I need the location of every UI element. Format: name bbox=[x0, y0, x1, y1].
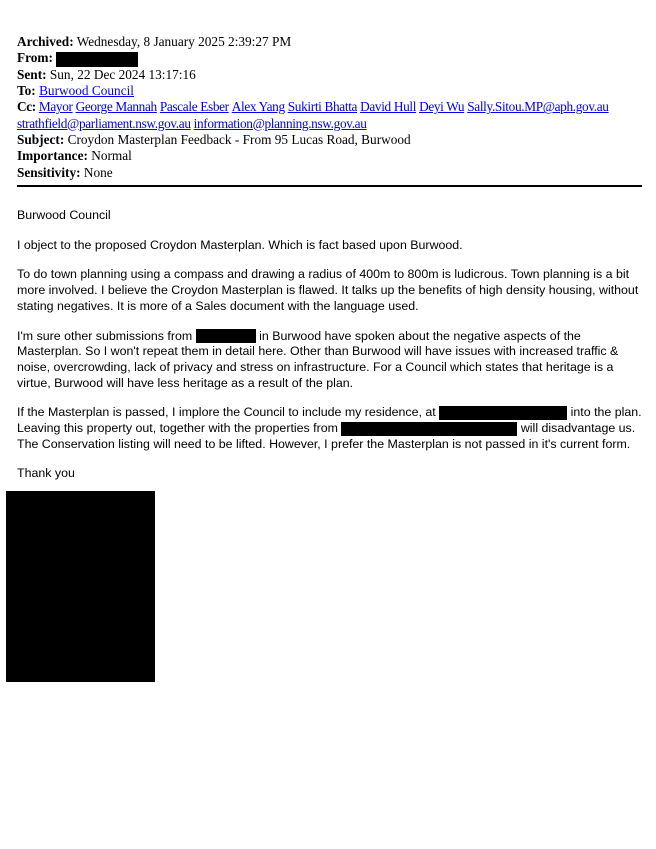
archived-row bbox=[17, 34, 642, 50]
sent-value: Sun, 22 Dec 2024 13:17:16 bbox=[49, 66, 196, 82]
paragraph-request-end: will disadvantage us. The Conservation listing will need to be lifted. However, I prefer the Masterplan is not passed in it's current form. bbox=[17, 421, 636, 451]
paragraph-objection: I object to the proposed Croydon Masterplan. Which is fact based upon Burwood. bbox=[17, 237, 463, 252]
subject-value: Croydon Masterplan Feedback - From 95 Lucas Road, Burwood bbox=[67, 131, 411, 147]
signature-redaction bbox=[6, 491, 155, 682]
paragraph-town-planning: To do town planning using a compass and drawing a radius of 400m to 800m is ludicrous. Town planning is a bit more involved. I believe the Croydon Masterplan is flawed. It talks up the benefits of high density housing, without stating negatives. It is more of a Sales document with the language used. bbox=[17, 267, 639, 313]
email-body bbox=[17, 208, 647, 496]
subject-label: Subject: bbox=[17, 131, 65, 147]
cc-link-david-hull[interactable]: David Hull bbox=[360, 99, 417, 115]
cc-link-sally-sitou[interactable]: Sally.Sitou.MP@aph.gov.au bbox=[467, 99, 609, 115]
paragraph-submissions-rest: in Burwood have spoken about the negative aspects of the Masterplan. So I won't repeat them in detail here. Other than Burwood will have issues with increased traffic & noise, overcrowding, lack of privacy and stress on infrastructure. For a Council which states that heritage is a virtue, Burwood will have less heritage as a result of the plan. bbox=[17, 328, 619, 390]
sent-label: Sent: bbox=[17, 66, 47, 82]
sensitivity-value: None bbox=[83, 164, 113, 180]
cc-row bbox=[17, 99, 642, 115]
paragraph-request-start: If the Masterplan is passed, I implore the Council to include my residence, at bbox=[17, 405, 436, 420]
email-header bbox=[17, 34, 642, 181]
cc-link-sukirti-bhatta[interactable]: Sukirti Bhatta bbox=[287, 99, 358, 115]
cc-link-george-mannah[interactable]: George Mannah bbox=[75, 99, 157, 115]
importance-label: Importance: bbox=[17, 148, 88, 164]
sensitivity-row bbox=[17, 165, 642, 181]
cc-link-mayor[interactable]: Mayor bbox=[38, 99, 73, 115]
cc-row-2 bbox=[17, 116, 642, 132]
cc-link-deyi-wu[interactable]: Deyi Wu bbox=[419, 99, 465, 115]
header-divider bbox=[17, 185, 642, 187]
cc-label: Cc: bbox=[17, 99, 36, 115]
redaction-address bbox=[439, 406, 567, 420]
subject-row bbox=[17, 132, 642, 148]
paragraph-request bbox=[17, 405, 647, 452]
from-row bbox=[17, 50, 642, 66]
importance-row bbox=[17, 148, 642, 164]
paragraph-submissions-start: I'm sure other submissions from bbox=[17, 328, 193, 343]
redaction-block bbox=[196, 329, 256, 343]
to-row bbox=[17, 83, 642, 99]
redaction-properties bbox=[341, 422, 517, 436]
sent-row bbox=[17, 67, 642, 83]
archived-label: Archived: bbox=[17, 34, 74, 49]
to-link[interactable]: Burwood Council bbox=[39, 83, 134, 99]
paragraph-submissions bbox=[17, 329, 647, 392]
importance-value: Normal bbox=[91, 148, 132, 164]
cc-link-planning[interactable]: information@planning.nsw.gov.au bbox=[193, 115, 367, 131]
from-label: From: bbox=[17, 50, 53, 66]
sensitivity-label: Sensitivity: bbox=[17, 164, 81, 180]
closing: Thank you bbox=[17, 466, 75, 481]
greeting: Burwood Council bbox=[17, 208, 111, 222]
paragraph-request-middle: into the plan. Leaving this property out, together with the properties from bbox=[17, 405, 642, 436]
cc-link-alex-yang[interactable]: Alex Yang bbox=[231, 99, 285, 115]
cc-link-strathfield[interactable]: strathfield@parliament.nsw.gov.au bbox=[17, 115, 191, 131]
archived-value: Wednesday, 8 January 2025 2:39:27 PM bbox=[76, 34, 292, 49]
cc-link-pascale-esber[interactable]: Pascale Esber bbox=[159, 99, 229, 115]
to-label: To: bbox=[17, 83, 36, 99]
from-redaction bbox=[56, 52, 138, 67]
